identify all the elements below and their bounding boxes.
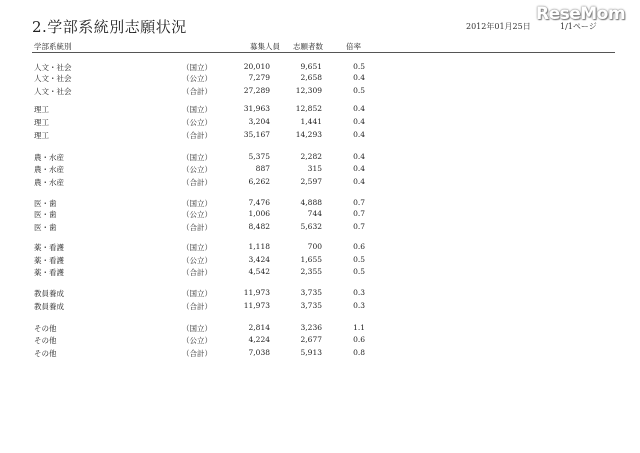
ratio-value: 0.4 (353, 130, 365, 139)
report-date: 2012年01月25日 (466, 22, 531, 31)
category-name: 人文・社会 (34, 74, 72, 83)
capacity-value: 8,482 (248, 222, 270, 231)
capacity-value: 7,038 (248, 348, 270, 357)
capacity-value: 3,424 (248, 255, 270, 264)
table-row (0, 242, 640, 252)
ratio-value: 0.6 (353, 242, 365, 251)
applicants-value: 2,282 (300, 152, 322, 161)
ratio-value: 0.3 (353, 301, 365, 310)
applicants-value: 9,651 (300, 62, 322, 71)
applicants-value: 14,293 (295, 130, 322, 139)
category-name: 理工 (34, 131, 49, 140)
table-row (0, 117, 640, 127)
applicants-value: 1,441 (300, 117, 322, 126)
institution-type: （国立） (182, 243, 212, 252)
institution-type: （国立） (182, 199, 212, 208)
category-name: 農・水産 (34, 153, 64, 162)
capacity-value: 4,542 (248, 267, 270, 276)
capacity-value: 11,973 (243, 301, 270, 310)
category-name: 医・歯 (34, 199, 57, 208)
applicants-value: 2,597 (300, 177, 322, 186)
applicants-value: 2,677 (300, 335, 322, 344)
applicants-value: 3,735 (300, 288, 322, 297)
institution-type: （国立） (182, 63, 212, 72)
applicants-value: 3,236 (300, 323, 322, 332)
ratio-value: 0.4 (353, 104, 365, 113)
ratio-value: 0.4 (353, 164, 365, 173)
ratio-value: 0.5 (353, 267, 365, 276)
institution-type: （公立） (182, 74, 212, 83)
institution-type: （合計） (182, 87, 212, 96)
capacity-value: 31,963 (243, 104, 270, 113)
institution-type: （国立） (182, 324, 212, 333)
category-name: その他 (34, 324, 57, 333)
institution-type: （合計） (182, 302, 212, 311)
category-name: 農・水産 (34, 165, 64, 174)
table-row (0, 348, 640, 358)
institution-type: （公立） (182, 256, 212, 265)
capacity-value: 1,006 (248, 209, 270, 218)
ratio-value: 0.5 (353, 255, 365, 264)
ratio-value: 0.5 (353, 86, 365, 95)
category-name: 薬・看護 (34, 268, 64, 277)
ratio-value: 0.4 (353, 73, 365, 82)
institution-type: （合計） (182, 268, 212, 277)
capacity-value: 27,289 (243, 86, 270, 95)
category-name: 医・歯 (34, 223, 57, 232)
institution-type: （公立） (182, 165, 212, 174)
category-name: 薬・看護 (34, 243, 64, 252)
ratio-value: 0.4 (353, 152, 365, 161)
applicants-value: 700 (307, 242, 322, 251)
applicants-value: 5,913 (300, 348, 322, 357)
institution-type: （合計） (182, 178, 212, 187)
column-header-ratio: 倍率 (346, 42, 361, 51)
ratio-value: 0.4 (353, 177, 365, 186)
capacity-value: 35,167 (243, 130, 270, 139)
ratio-value: 0.7 (353, 209, 365, 218)
category-name: 医・歯 (34, 210, 57, 219)
category-name: 人文・社会 (34, 87, 72, 96)
page-title: 2.学部系統別志願状況 (32, 18, 187, 36)
category-name: 農・水産 (34, 178, 64, 187)
ratio-value: 0.7 (353, 222, 365, 231)
applicants-value: 2,658 (300, 73, 322, 82)
category-name: 教員養成 (34, 289, 64, 298)
applicants-value: 4,888 (300, 198, 322, 207)
table-row (0, 209, 640, 219)
capacity-value: 3,204 (248, 117, 270, 126)
applicants-value: 3,735 (300, 301, 322, 310)
table-row (0, 152, 640, 162)
table-row (0, 288, 640, 298)
capacity-value: 1,118 (248, 242, 270, 251)
ratio-value: 0.4 (353, 117, 365, 126)
applicants-value: 12,852 (295, 104, 322, 113)
resemom-watermark-logo: ReseMom (536, 4, 626, 24)
capacity-value: 2,814 (248, 323, 270, 332)
ratio-value: 1.1 (353, 323, 365, 332)
applicants-value: 2,355 (300, 267, 322, 276)
institution-type: （合計） (182, 349, 212, 358)
category-name: 教員養成 (34, 302, 64, 311)
institution-type: （国立） (182, 289, 212, 298)
capacity-value: 11,973 (243, 288, 270, 297)
institution-type: （国立） (182, 105, 212, 114)
table-row (0, 130, 640, 140)
table-row (0, 323, 640, 333)
table-row (0, 104, 640, 114)
table-row (0, 177, 640, 187)
applicants-value: 1,655 (300, 255, 322, 264)
ratio-value: 0.6 (353, 335, 365, 344)
capacity-value: 5,375 (248, 152, 270, 161)
institution-type: （合計） (182, 223, 212, 232)
category-name: 理工 (34, 118, 49, 127)
page-number: 1/1ページ (560, 22, 597, 31)
table-row (0, 255, 640, 265)
capacity-value: 7,476 (248, 198, 270, 207)
capacity-value: 20,010 (243, 62, 270, 71)
institution-type: （合計） (182, 131, 212, 140)
capacity-value: 6,262 (248, 177, 270, 186)
applicants-value: 315 (307, 164, 322, 173)
column-header-applicants: 志願者数 (293, 42, 323, 51)
ratio-value: 0.7 (353, 198, 365, 207)
column-header-capacity: 募集人員 (250, 42, 280, 51)
ratio-value: 0.3 (353, 288, 365, 297)
header-divider (32, 52, 615, 53)
capacity-value: 887 (255, 164, 270, 173)
institution-type: （国立） (182, 153, 212, 162)
category-name: 薬・看護 (34, 256, 64, 265)
category-name: 人文・社会 (34, 63, 72, 72)
ratio-value: 0.8 (353, 348, 365, 357)
applicants-value: 12,309 (295, 86, 322, 95)
table-row (0, 86, 640, 96)
institution-type: （公立） (182, 336, 212, 345)
ratio-value: 0.5 (353, 62, 365, 71)
applicants-value: 5,632 (300, 222, 322, 231)
table-row (0, 222, 640, 232)
institution-type: （公立） (182, 118, 212, 127)
table-row (0, 198, 640, 208)
applicants-value: 744 (307, 209, 322, 218)
capacity-value: 7,279 (248, 73, 270, 82)
table-row (0, 267, 640, 277)
category-name: 理工 (34, 105, 49, 114)
column-header-category: 学部系統別 (34, 42, 72, 51)
table-row (0, 335, 640, 345)
table-row (0, 62, 640, 72)
table-row (0, 164, 640, 174)
capacity-value: 4,224 (248, 335, 270, 344)
institution-type: （公立） (182, 210, 212, 219)
category-name: その他 (34, 336, 57, 345)
table-row (0, 73, 640, 83)
category-name: その他 (34, 349, 57, 358)
table-row (0, 301, 640, 311)
